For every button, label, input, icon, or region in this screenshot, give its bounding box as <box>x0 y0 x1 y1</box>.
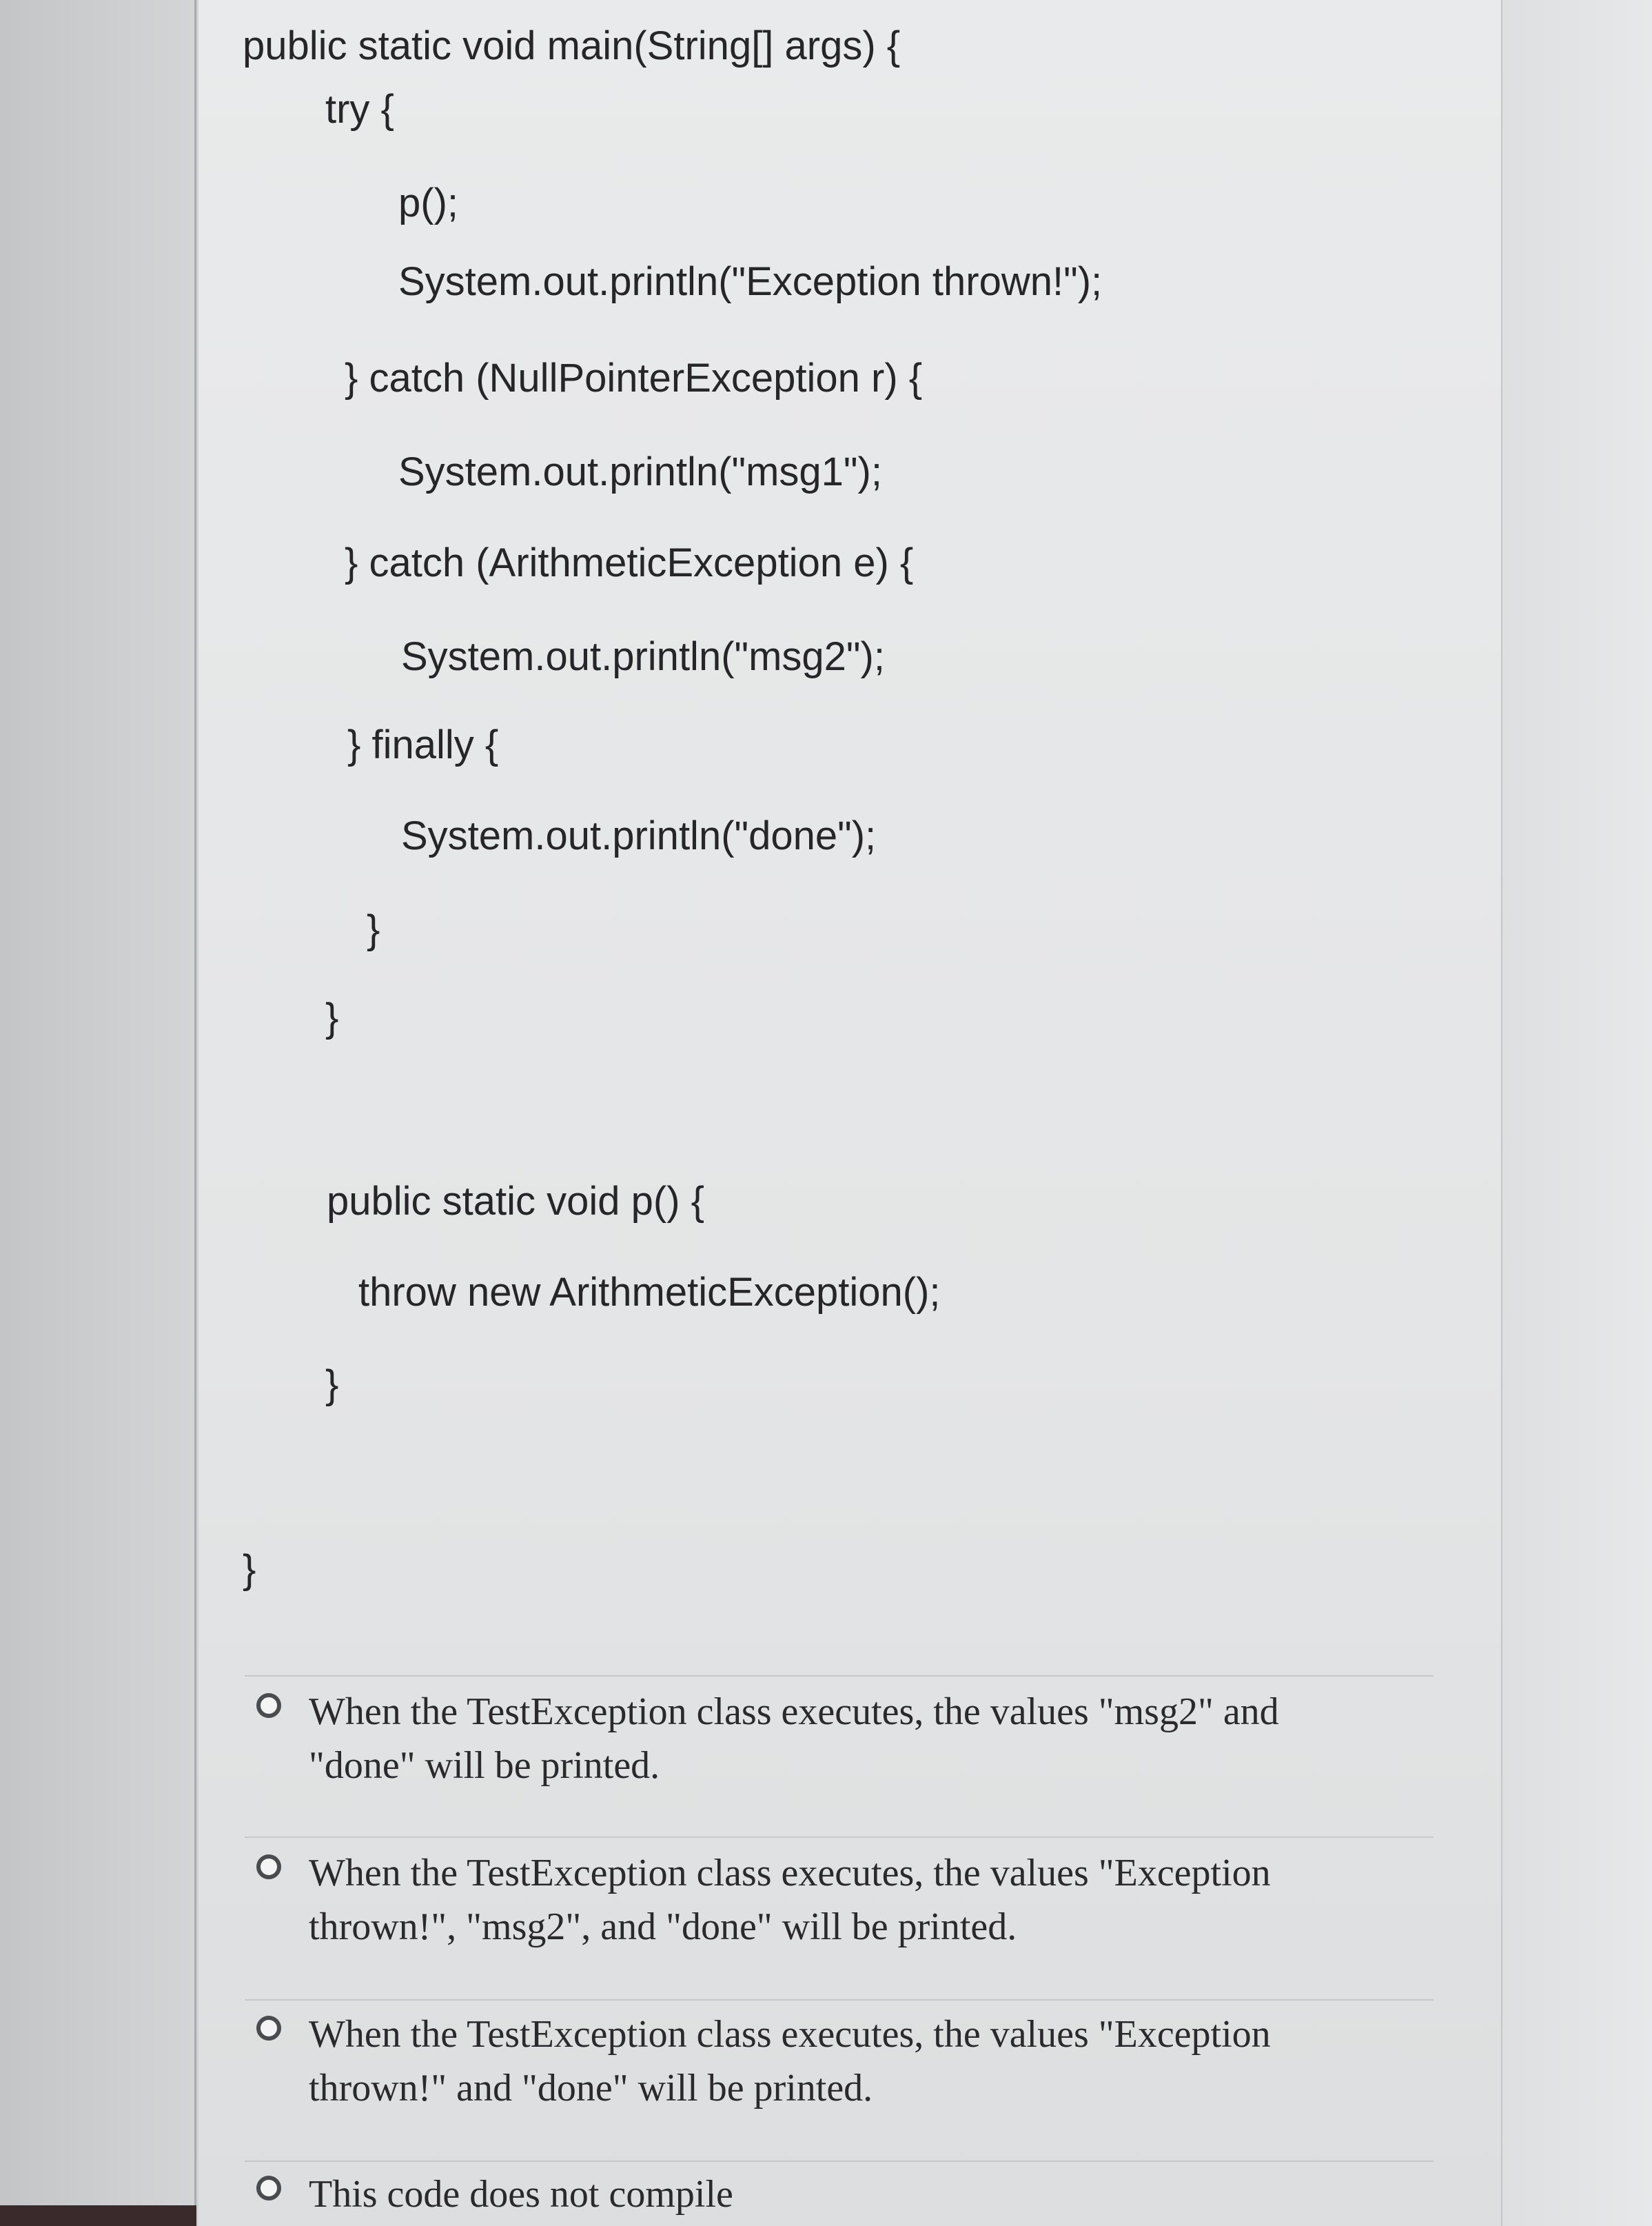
answer-option-4[interactable] <box>256 2167 1387 2223</box>
radio-button-icon[interactable] <box>256 1693 281 1718</box>
answer-option-3[interactable] <box>256 2007 1387 2125</box>
code-line: System.out.println("done"); <box>401 813 877 858</box>
code-line: } catch (ArithmeticException e) { <box>345 540 914 585</box>
option-divider <box>245 1675 1434 1677</box>
right-divider <box>1501 0 1502 2226</box>
code-line: public static void main(String[] args) { <box>243 23 901 68</box>
code-line: } finally { <box>347 722 499 767</box>
code-line: } <box>367 907 380 952</box>
option-divider <box>245 1837 1434 1838</box>
option-label: When the TestException class executes, the values "msg2" and "done" will be printed. <box>309 1690 1279 1787</box>
right-margin <box>1501 0 1652 2226</box>
option-label: This code does not compile <box>309 2173 733 2216</box>
code-line: p(); <box>398 181 458 225</box>
code-line: } catch (NullPointerException r) { <box>345 356 923 401</box>
code-line: System.out.println("msg1"); <box>398 449 882 494</box>
code-line: throw new ArithmeticException(); <box>358 1270 941 1315</box>
option-label: When the TestException class executes, the values "Exception thrown!", "msg2", and "done" will be printed. <box>309 1852 1271 1948</box>
answer-option-1[interactable] <box>256 1685 1387 1802</box>
option-divider <box>245 1999 1434 2001</box>
code-line: public static void p() { <box>327 1179 705 1224</box>
radio-button-icon[interactable] <box>256 1854 281 1879</box>
bottom-strip <box>0 2205 196 2226</box>
code-line: } <box>243 1547 256 1592</box>
radio-button-icon[interactable] <box>256 2016 281 2041</box>
code-line: } <box>325 995 339 1040</box>
code-line: try { <box>325 87 394 132</box>
code-line: } <box>325 1362 339 1407</box>
option-divider <box>245 2161 1434 2162</box>
option-label: When the TestException class executes, the values "Exception thrown!" and "done" will be printed. <box>309 2013 1271 2109</box>
left-margin <box>0 0 196 2226</box>
left-divider <box>194 0 196 2226</box>
code-line: System.out.println("Exception thrown!"); <box>398 259 1103 304</box>
radio-button-icon[interactable] <box>256 2176 281 2200</box>
code-line: System.out.println("msg2"); <box>401 634 885 679</box>
answer-option-2[interactable] <box>256 1846 1387 1963</box>
